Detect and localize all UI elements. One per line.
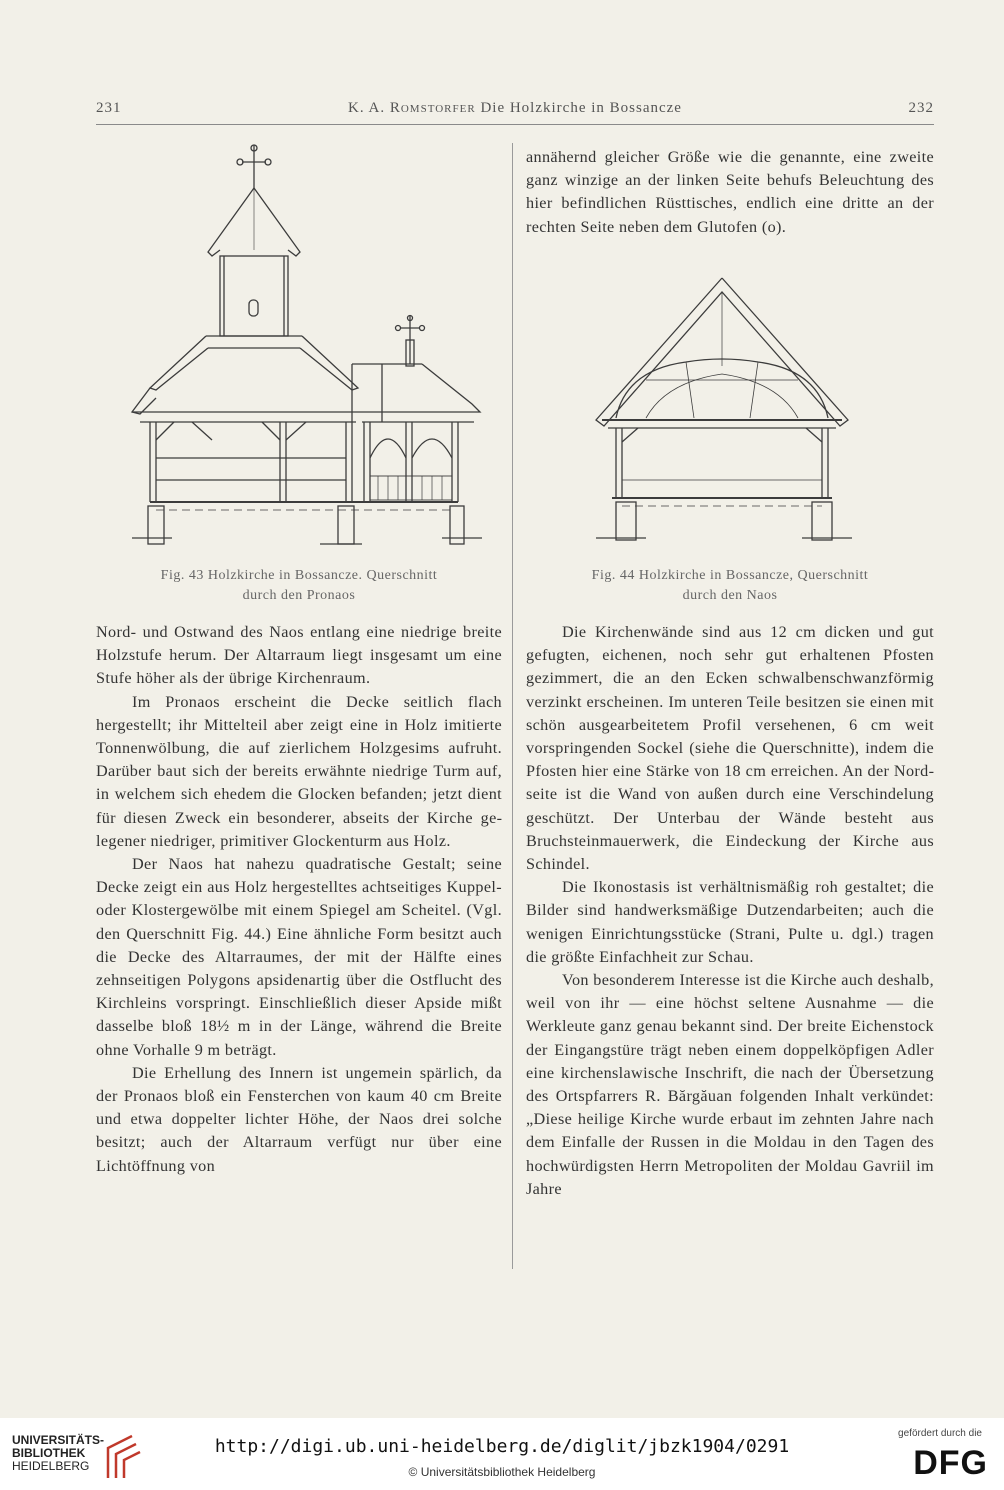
paragraph: Nord- und Ostwand des Naos entlang eine niedrige breite Holzstufe herum. Der Altarraum liegt insgesamt um eine Stufe höher als der übrige Kirchenraum.: [96, 623, 502, 688]
running-head: [96, 100, 934, 122]
column-divider: [512, 143, 513, 1269]
left-column: [96, 621, 502, 1178]
figure-44-caption-line1: Fig. 44 Holzkirche in Bossancze, Querschnitt: [591, 568, 869, 583]
paragraph: Im Pronaos erscheint die Decke seitlich flach hergestellt; ihr Mittelteil aber zeigt eine in Holz imitierte Tonnenwölbung, die auf zierlichem Holzgesims aufruht. Darüber baut sich der bereits erwähnte niedrige Turm auf, in welchem sich ehedem die Glocken befanden; jetzt dient für diesen Zweck ein besonderer, abseits der Kirche gelegener niedriger, primitiver Glockenturm aus Holz.: [96, 692, 502, 850]
figure-43-caption-line1: Fig. 43 Holzkirche in Bossancze. Querschnitt: [160, 568, 438, 583]
figure-43-drawing: [112, 140, 502, 560]
digitization-footer: [0, 1418, 1004, 1490]
paragraph: Der Naos hat nahezu quadratische Gestalt; seine Decke zeigt ein aus Holz hergestelltes achtseitiges Kuppel- oder Klostergewölbe mit einem Spiegel am Scheitel. (Vgl. den Querschnitt Fig. 44.) Eine ähnliche Form besitzt auch die Decke des Altarraumes, der mit der Hälfte eines zehnseitigen Polygons apsidenartig über die Ostflucht des Kirchleins vorspringt. Einschließlich dieser Apside mißt dasselbe bloß 18½ m in der Länge, während die Breite ohne Vorhalle 9 m beträgt.: [96, 855, 502, 1059]
figure-43-caption-line2: durch den Pronaos: [242, 588, 356, 603]
paragraph: Die Kirchenwände sind aus 12 cm dicken und gut gefugten, eichenen, noch sehr gut erhaltenen Pfosten gezimmert, die an den Ecken schwalbenschwanzförmig verzinkt erscheinen. Im unteren Teile besitzen sie einen mit schön ausgearbeitetem Profil versehenen, 6 cm weit vorspringenden Sockel (siehe die Querschnitte), indem die Pfosten hier eine Stärke von 18 cm erreichen. An der Nordseite ist die Wand von außen durch eine Verschindelung geschützt. Der Unterbau der Wände besteht aus Bruchsteinmauerwerk, die Eindeckung der Kirche aus Schindel.: [526, 623, 934, 874]
running-head-author: K. A. Romstorfer: [348, 100, 476, 116]
running-title: [96, 100, 934, 117]
right-column-top-text: [526, 146, 934, 239]
page-number-right: 232: [908, 100, 934, 116]
figure-44-drawing: [586, 270, 866, 560]
funded-by-label: gefördert durch die: [898, 1428, 982, 1439]
figure-43-caption: [96, 566, 502, 606]
library-name-line1: UNIVERSITÄTS-: [12, 1433, 105, 1447]
figure-44-caption: [526, 566, 934, 606]
page-number-left: 231: [96, 100, 122, 116]
paragraph: Die Ikonostasis ist verhältnismäßig roh gestaltet; die Bilder sind handwerksmäßige Dutzendarbeiten; auch die wenigen Einrichtungsstücke (Strani, Pulte u. dgl.) tragen die größte Einfachheit zur Schau.: [526, 878, 934, 966]
library-name-line3: HEIDELBERG: [12, 1459, 90, 1473]
permalink-url[interactable]: http://digi.ub.uni-heidelberg.de/diglit/jbzk1904/0291: [214, 1436, 790, 1457]
paragraph: Die Erhellung des Innern ist ungemein spärlich, da der Pronaos bloß ein Fensterchen von kaum 40 cm Breite und etwa doppelter lichter Höhe, der Naos drei solche besitzt; auch der Altarraum verfügt nur über eine Lichtöffnung von: [96, 1063, 502, 1175]
paragraph: Von besonderem Interesse ist die Kirche auch deshalb, weil von ihr — eine höchst seltene Ausnahme — die Werkleute ganz genau bekannt sind. Der breite Eichenstock der Eingangstüre trägt neben einem doppelköpfigen Adler eine kirchenslawische Inschrift, die nach der Übersetzung des Ortspfarrers R. Bărgăuan folgenden Inhalt verkündet: „Diese heilige Kirche wurde erbaut im zehnten Jahre nach dem Einfalle der Russen in die Moldau in den Tagen des hochwürdigsten Herrn Metropoliten der Moldau Gavriil im Jahre: [526, 971, 934, 1198]
running-head-title: Die Holzkirche in Bossancze: [480, 100, 682, 116]
header-rule: [96, 124, 934, 125]
library-name-line2: BIBLIOTHEK: [12, 1446, 86, 1460]
right-column: [526, 621, 934, 1201]
dfg-logo[interactable]: DFG: [913, 1444, 988, 1482]
paragraph: annähernd gleicher Größe wie die genannte, eine zweite ganz winzige an der linken Seite behufs Beleuchtung des hier befindlichen Rüsttisches, endlich eine dritte an der rechten Seite neben dem Glutofen (o).: [526, 148, 934, 236]
figure-44-caption-line2: durch den Naos: [682, 588, 778, 603]
copyright-notice: © Universitätsbibliothek Heidelberg: [408, 1465, 596, 1479]
